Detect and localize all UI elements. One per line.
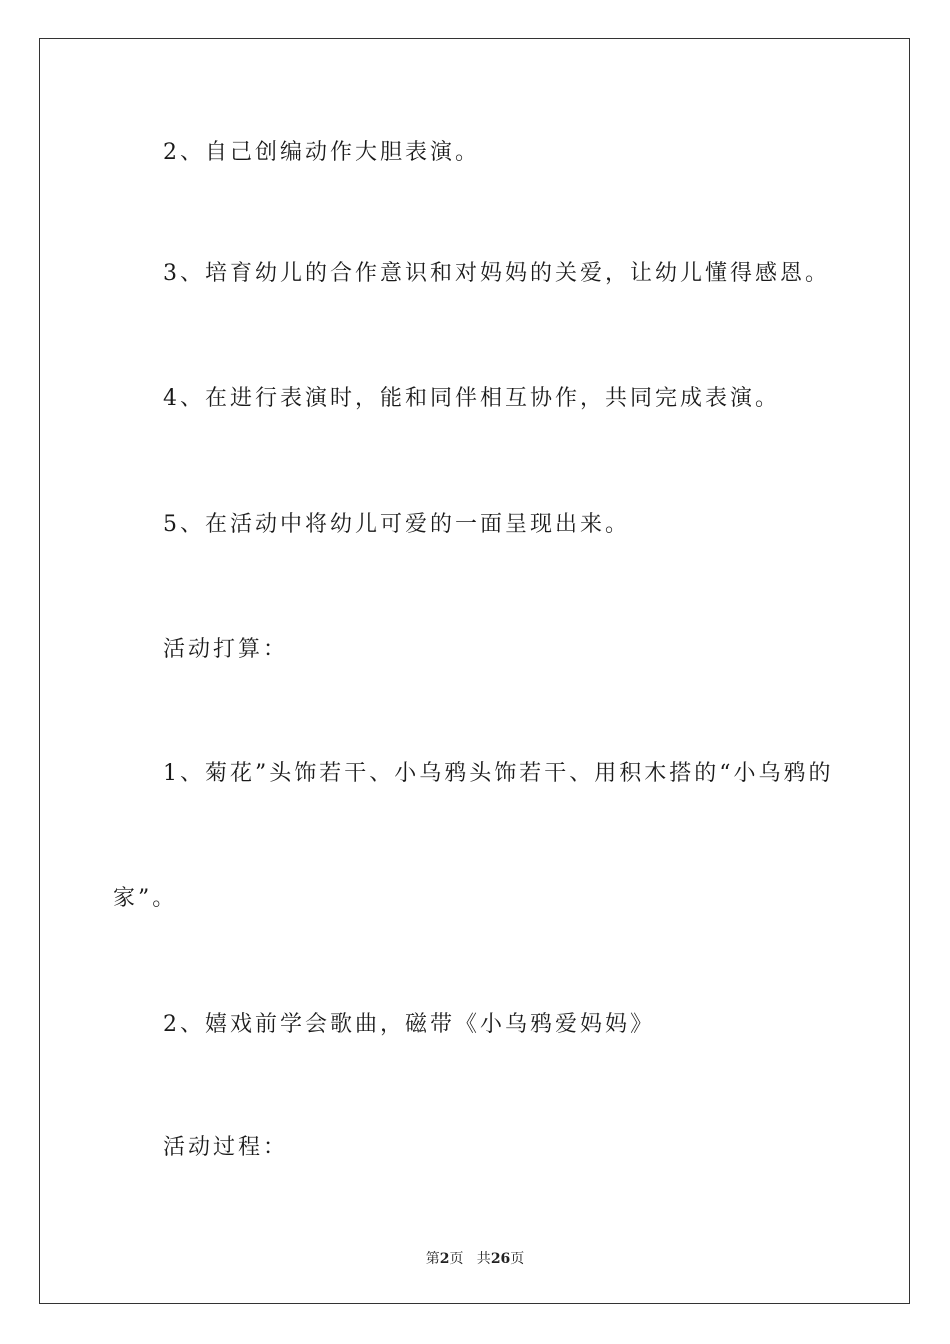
footer-suffix: 页 <box>510 1251 525 1267</box>
total-page-count: 26 <box>490 1251 511 1267</box>
paragraph-preparation-2: 2、嬉戏前学会歌曲，磁带《小乌鸦爱妈妈》 <box>163 1012 655 1037</box>
page-footer <box>0 1248 950 1268</box>
paragraph-preparation-1-continued: 家”。 <box>113 886 178 911</box>
heading-activity-preparation: 活动打算： <box>163 637 289 662</box>
paragraph-goal-3: 3、培育幼儿的合作意识和对妈妈的关爱，让幼儿懂得感恩。 <box>163 261 830 286</box>
current-page-number: 2 <box>439 1251 450 1267</box>
footer-prefix: 第 <box>425 1251 440 1267</box>
paragraph-goal-4: 4、在进行表演时，能和同伴相互协作，共同完成表演。 <box>163 386 780 411</box>
heading-activity-process: 活动过程： <box>163 1135 289 1160</box>
footer-middle: 页 共 <box>449 1251 491 1267</box>
paragraph-goal-2: 2、自己创编动作大胆表演。 <box>163 140 480 165</box>
page-frame <box>39 38 910 1304</box>
paragraph-goal-5: 5、在活动中将幼儿可爱的一面呈现出来。 <box>163 512 630 537</box>
paragraph-preparation-1: 1、菊花”头饰若干、小乌鸦头饰若干、用积木搭的“小乌鸦的 <box>163 761 834 786</box>
